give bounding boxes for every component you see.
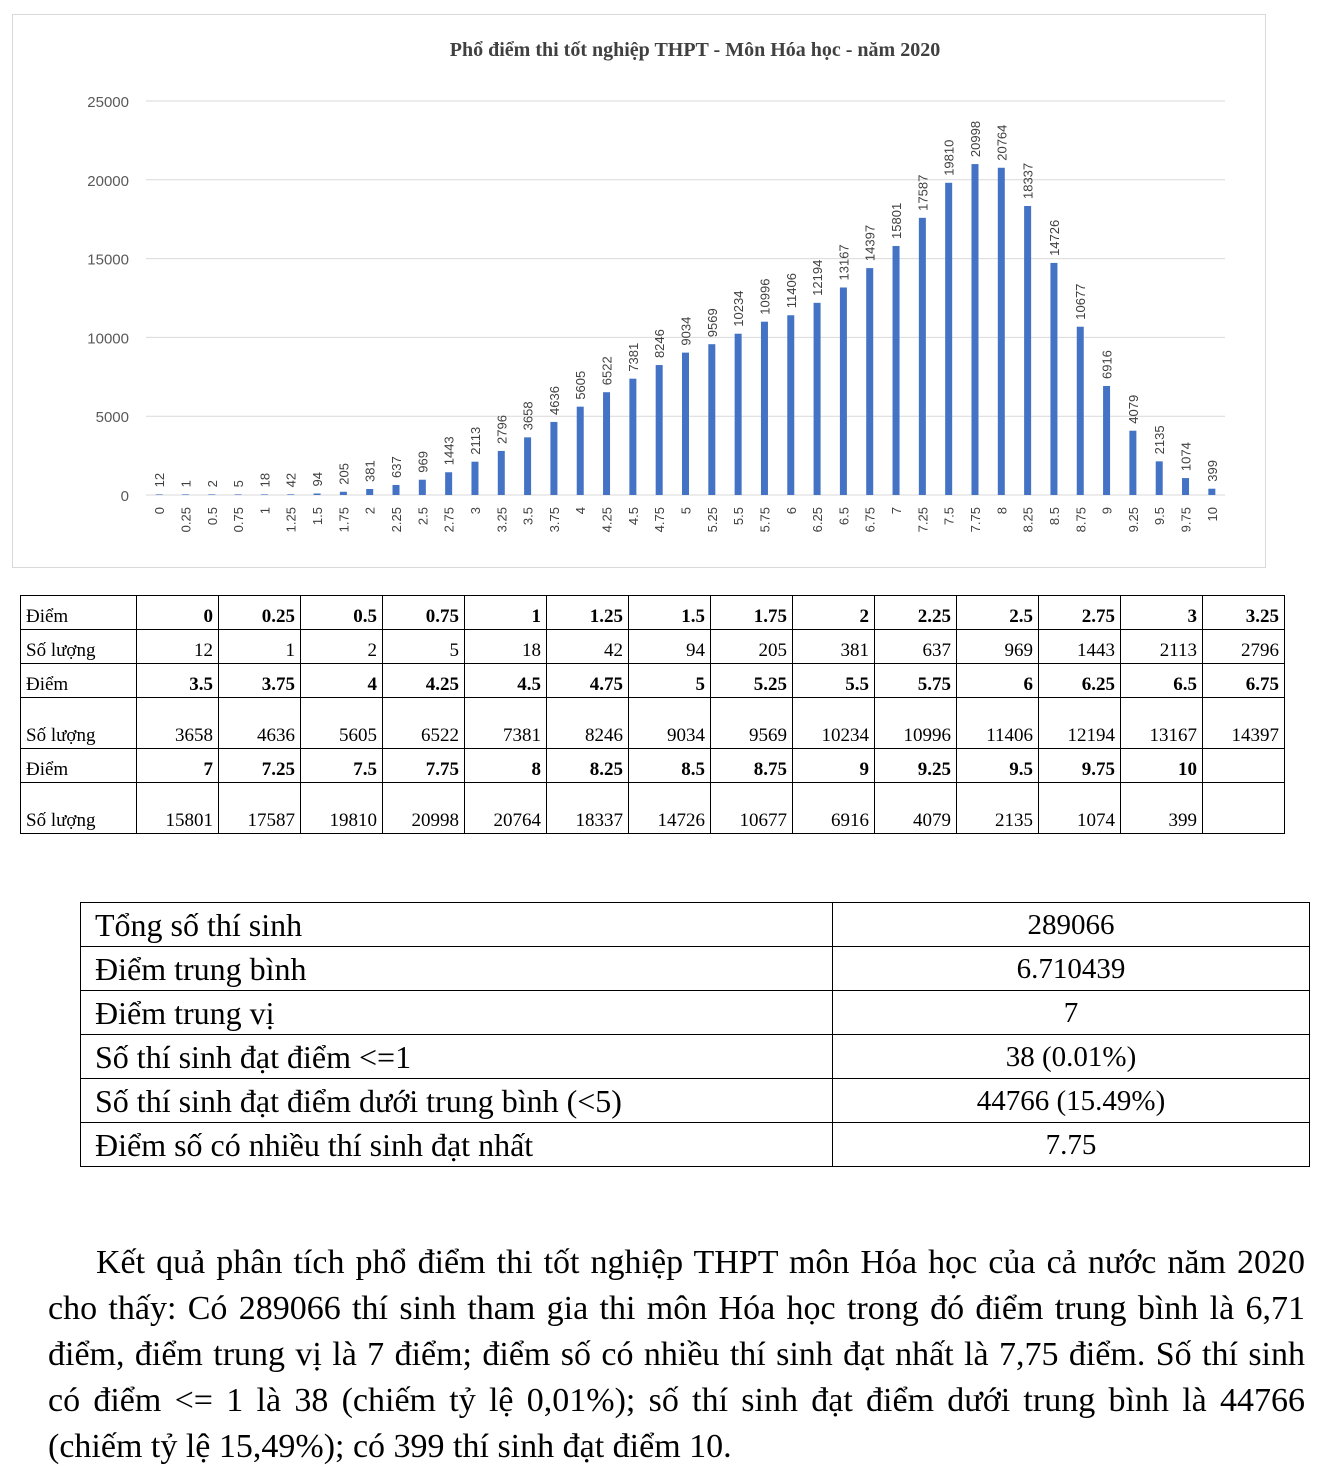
bar [629,379,636,495]
score-cell: 7.75 [383,749,465,783]
data-label: 14726 [1046,219,1062,256]
count-cell: 42 [547,630,629,664]
score-cell: 4.75 [547,664,629,698]
bar [735,334,742,495]
count-row [21,630,1285,664]
score-cell: 3.75 [219,664,301,698]
row-label: Số lượng [21,783,137,834]
score-cell: 6.5 [1121,664,1203,698]
data-label: 2796 [494,415,510,444]
score-row [21,664,1285,698]
y-tick-label: 20000 [87,172,129,190]
count-cell: 399 [1121,783,1203,834]
score-distribution-chart [13,15,1265,567]
count-cell: 12194 [1039,698,1121,749]
bar [866,268,873,495]
x-tick-label: 7.75 [967,507,983,533]
count-cell: 5605 [301,698,383,749]
count-cell: 6916 [793,783,875,834]
data-label: 5605 [573,370,589,400]
x-tick-label: 5.25 [704,507,720,533]
score-cell: 0.75 [383,596,465,630]
y-tick-label: 5000 [95,409,129,427]
x-tick-label: 8.75 [1073,507,1089,533]
bar [261,494,268,495]
score-cell: 2.75 [1039,596,1121,630]
count-cell: 12 [137,630,219,664]
bar [340,492,347,495]
bar [235,494,242,495]
score-count-table [20,595,1285,834]
score-cell: 8.25 [547,749,629,783]
count-cell: 3658 [137,698,219,749]
score-cell: 7.25 [219,749,301,783]
bar [498,451,505,495]
x-tick-label: 4.25 [599,507,615,533]
x-tick-label: 3.25 [494,507,510,533]
count-cell: 1 [219,630,301,664]
data-label: 20764 [994,124,1010,161]
bar [603,392,610,495]
stat-label: Số thí sinh đạt điểm <=1 [81,1035,833,1079]
x-tick-label: 1 [257,507,273,515]
data-label: 399 [1204,460,1220,482]
count-cell: 20764 [465,783,547,834]
count-cell: 6522 [383,698,465,749]
bar [682,353,689,495]
count-cell: 637 [875,630,957,664]
score-cell: 1.5 [629,596,711,630]
x-tick-label: 5.75 [757,507,773,533]
data-label: 18 [257,472,273,488]
count-row [21,783,1285,834]
x-tick-label: 7.25 [915,507,931,533]
count-cell: 2135 [957,783,1039,834]
score-row [21,596,1285,630]
score-cell: 0.5 [301,596,383,630]
x-tick-label: 9 [1099,507,1115,515]
x-tick-label: 10 [1204,507,1220,522]
bar [419,480,426,495]
data-label: 1443 [441,436,457,466]
count-cell: 17587 [219,783,301,834]
bar [1208,489,1215,495]
bar [787,315,794,495]
data-label: 11406 [783,273,799,309]
x-tick-label: 6.5 [836,507,852,526]
x-tick-label: 3.75 [546,507,562,533]
score-cell: 8 [465,749,547,783]
stat-row [81,991,1310,1035]
analysis-paragraph: Kết quả phân tích phổ điểm thi tốt nghiệp THPT môn Hóa học của cả nước năm 2020 cho thấy: Có 289066 thí sinh tham gia thi môn Hóa học trong đó điểm trung bình là 6,71 điểm, điểm trung vị là 7 điểm; điểm số có nhiều thí sinh đạt nhất là 7,75 điểm. Số thí sinh có điểm <= 1 là 38 (chiếm tỷ lệ 0,01%); số thí sinh đạt điểm dưới trung bình là 44766 (chiếm tỷ lệ 15,49%); có 399 thí sinh đạt điểm 10. [48,1244,1305,1465]
x-tick-label: 1.75 [336,507,352,533]
bar [814,303,821,495]
stat-value: 38 (0.01%) [833,1035,1310,1079]
x-tick-label: 9.5 [1152,507,1168,526]
data-label: 2 [204,480,220,488]
x-tick-label: 6 [783,507,799,515]
bar [577,407,584,495]
x-tick-label: 0.25 [178,507,194,533]
data-label: 10677 [1073,283,1089,320]
count-cell: 4636 [219,698,301,749]
data-label: 15801 [889,202,905,239]
count-cell: 10234 [793,698,875,749]
bar [1182,478,1189,495]
count-cell: 4079 [875,783,957,834]
count-cell: 14726 [629,783,711,834]
score-cell: 10 [1121,749,1203,783]
bar [156,494,163,495]
count-cell: 2113 [1121,630,1203,664]
stat-row [81,1123,1310,1167]
bar [761,322,768,495]
bar [393,485,400,495]
summary-stats-table [80,902,1310,1167]
x-tick-label: 6.25 [810,507,826,533]
count-cell: 10996 [875,698,957,749]
data-label: 969 [415,451,431,473]
stat-label: Điểm số có nhiều thí sinh đạt nhất [81,1123,833,1167]
score-cell: 4.25 [383,664,465,698]
row-label: Số lượng [21,630,137,664]
x-tick-label: 7.5 [941,507,957,526]
data-label: 10996 [757,278,773,315]
count-cell: 11406 [957,698,1039,749]
x-tick-label: 3.5 [520,507,536,526]
bar [550,422,557,495]
row-label: Điểm [21,664,137,698]
x-tick-label: 9.75 [1178,507,1194,533]
stat-row [81,1035,1310,1079]
count-cell: 10677 [711,783,793,834]
count-cell: 18 [465,630,547,664]
stat-value: 44766 (15.49%) [833,1079,1310,1123]
bar [971,164,978,495]
row-label: Điểm [21,596,137,630]
count-cell: 15801 [137,783,219,834]
chart-container [12,14,1266,568]
score-cell: 2.5 [957,596,1039,630]
x-tick-label: 8.5 [1046,507,1062,526]
data-label: 4636 [546,386,562,415]
count-cell: 381 [793,630,875,664]
data-label: 9034 [678,316,694,346]
y-tick-label: 10000 [87,330,129,348]
count-cell: 1443 [1039,630,1121,664]
count-cell [1203,783,1285,834]
x-tick-label: 0.5 [204,507,220,526]
data-label: 381 [362,460,378,482]
bar [893,246,900,495]
x-tick-label: 4 [573,507,589,515]
score-cell: 1.75 [711,596,793,630]
data-label: 1 [178,480,194,488]
bar [471,462,478,495]
count-cell: 2 [301,630,383,664]
x-tick-label: 1.25 [283,507,299,533]
score-cell: 9.75 [1039,749,1121,783]
row-label: Số lượng [21,698,137,749]
bar [208,494,215,495]
data-label: 3658 [520,401,536,431]
count-cell: 13167 [1121,698,1203,749]
x-tick-label: 2 [362,507,378,515]
score-cell: 6.75 [1203,664,1285,698]
bar [919,218,926,495]
x-tick-label: 0.75 [231,507,247,533]
bar [945,183,952,495]
x-tick-label: 7 [889,507,905,515]
bar [1129,431,1136,495]
data-label: 18337 [1020,162,1036,200]
score-cell: 3.5 [137,664,219,698]
data-label: 19810 [941,139,957,176]
score-cell: 0 [137,596,219,630]
x-tick-label: 3 [467,507,483,515]
score-cell: 3 [1121,596,1203,630]
stat-label: Số thí sinh đạt điểm dưới trung bình (<5) [81,1079,833,1123]
x-tick-label: 5.5 [731,507,747,526]
chart-title: Phổ điểm thi tốt nghiệp THPT - Môn Hóa học - năm 2020 [449,39,941,61]
stat-row [81,947,1310,991]
data-label: 13167 [836,244,852,281]
stat-row [81,903,1310,947]
bar [656,365,663,495]
score-cell: 9.25 [875,749,957,783]
data-label: 6916 [1099,350,1115,380]
x-tick-label: 8.25 [1020,507,1036,533]
bar [1050,263,1057,495]
count-cell: 94 [629,630,711,664]
data-label: 12194 [810,259,826,296]
x-tick-label: 4.75 [652,507,668,533]
data-label: 5 [231,480,247,488]
score-cell: 7.5 [301,749,383,783]
data-label: 94 [310,472,326,487]
bar [1024,206,1031,495]
data-label: 20998 [967,120,983,158]
count-cell: 5 [383,630,465,664]
score-cell: 7 [137,749,219,783]
stat-value: 6.710439 [833,947,1310,991]
bar [287,494,294,495]
score-cell: 5.25 [711,664,793,698]
count-cell: 8246 [547,698,629,749]
data-label: 8246 [652,329,668,359]
bar [708,344,715,495]
score-cell: 6.25 [1039,664,1121,698]
score-cell: 5 [629,664,711,698]
count-cell: 2796 [1203,630,1285,664]
data-label: 637 [389,456,405,478]
bar [1077,327,1084,495]
count-cell: 7381 [465,698,547,749]
data-label: 205 [336,463,352,485]
score-cell [1203,749,1285,783]
count-cell: 18337 [547,783,629,834]
stat-label: Điểm trung vị [81,991,833,1035]
y-tick-label: 15000 [87,251,129,269]
y-tick-label: 0 [120,488,129,505]
x-tick-label: 6.75 [862,507,878,533]
score-row [21,749,1285,783]
score-cell: 1.25 [547,596,629,630]
data-label: 2135 [1152,425,1168,455]
bar [366,489,373,495]
x-tick-label: 5 [678,507,694,515]
x-tick-label: 2.25 [389,507,405,533]
score-cell: 4 [301,664,383,698]
stat-value: 7.75 [833,1123,1310,1167]
data-label: 7381 [625,342,641,372]
stat-value: 7 [833,991,1310,1035]
x-tick-label: 9.25 [1125,507,1141,533]
x-tick-label: 0 [152,507,168,515]
data-label: 42 [283,472,299,488]
score-cell: 5.75 [875,664,957,698]
x-tick-label: 8 [994,507,1010,515]
data-label: 4079 [1125,394,1141,424]
stat-label: Điểm trung bình [81,947,833,991]
stat-label: Tổng số thí sinh [81,903,833,947]
bar [182,494,189,495]
count-cell: 205 [711,630,793,664]
count-cell: 1074 [1039,783,1121,834]
bar [998,168,1005,495]
count-cell: 14397 [1203,698,1285,749]
score-cell: 6 [957,664,1039,698]
bar [840,287,847,495]
x-tick-label: 2.75 [441,507,457,533]
bar [1103,386,1110,495]
score-cell: 8.5 [629,749,711,783]
data-label: 17587 [915,174,931,211]
data-label: 2113 [467,426,483,455]
data-label: 1074 [1178,442,1194,472]
score-cell: 2.25 [875,596,957,630]
score-cell: 4.5 [465,664,547,698]
stat-value: 289066 [833,903,1310,947]
score-cell: 8.75 [711,749,793,783]
count-cell: 19810 [301,783,383,834]
bar [314,494,321,495]
count-cell: 969 [957,630,1039,664]
data-label: 6522 [599,356,615,386]
bar [445,472,452,495]
data-label: 14397 [862,224,878,262]
count-cell: 20998 [383,783,465,834]
bar [524,437,531,495]
score-cell: 9.5 [957,749,1039,783]
x-tick-label: 4.5 [625,507,641,526]
score-cell: 0.25 [219,596,301,630]
stat-row [81,1079,1310,1123]
score-cell: 1 [465,596,547,630]
score-cell: 5.5 [793,664,875,698]
bar [1156,461,1163,495]
count-cell: 9034 [629,698,711,749]
score-cell: 2 [793,596,875,630]
count-cell: 9569 [711,698,793,749]
x-tick-label: 2.5 [415,507,431,526]
x-tick-label: 1.5 [310,507,326,526]
data-label: 9569 [704,308,720,338]
count-row [21,698,1285,749]
data-label: 12 [152,472,168,488]
data-label: 10234 [731,290,747,327]
score-cell: 3.25 [1203,596,1285,630]
y-tick-label: 25000 [87,94,129,111]
score-cell: 9 [793,749,875,783]
row-label: Điểm [21,749,137,783]
